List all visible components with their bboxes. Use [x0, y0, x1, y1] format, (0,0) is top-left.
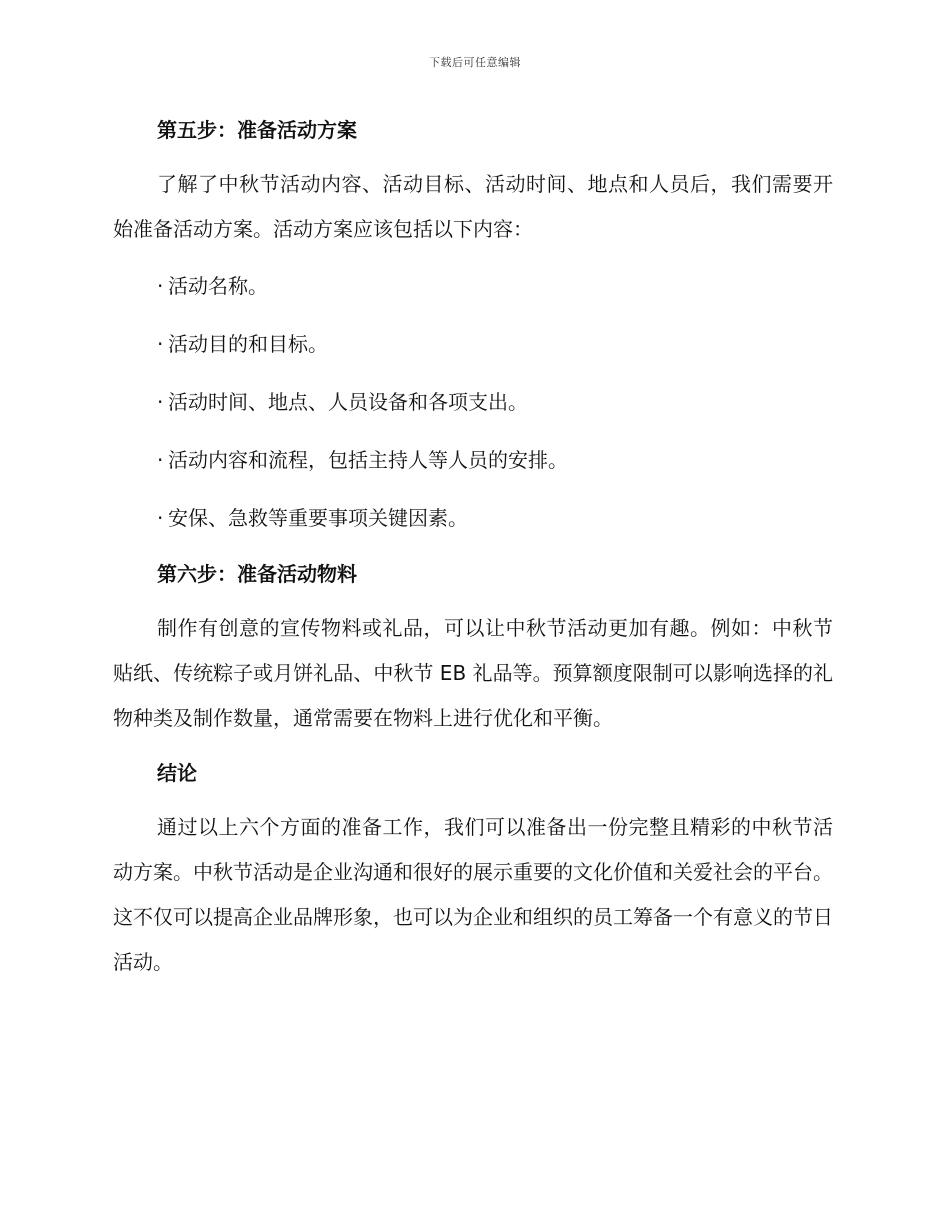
bullet-icon: · — [157, 332, 164, 356]
bullet-icon: · — [157, 390, 164, 414]
list-item — [113, 380, 833, 425]
list-item-text: 活动名称。 — [168, 274, 268, 298]
section-heading-step5: 第五步：准备活动方案 — [157, 118, 357, 142]
list-item — [113, 264, 833, 309]
section-paragraph-step6: 制作有创意的宣传物料或礼品，可以让中秋节活动更加有趣。例如：中秋节贴纸、传统粽子或月饼礼品、中秋节 EB 礼品等。预算额度限制可以影响选择的礼物种类及制作数量，通常需要在物料上进行优化和平衡。 — [113, 616, 833, 730]
list-item — [113, 322, 833, 367]
list-item — [113, 438, 833, 483]
list-item-text: 活动内容和流程，包括主持人等人员的安排。 — [168, 448, 568, 472]
list-item-text: 安保、急救等重要事项关键因素。 — [168, 506, 468, 530]
header-note: 下载后可任意编辑 — [429, 56, 521, 69]
document-content — [113, 110, 833, 997]
list-item — [113, 496, 833, 541]
section-paragraph-conclusion: 通过以上六个方面的准备工作，我们可以准备出一份完整且精彩的中秋节活动方案。中秋节活动是企业沟通和很好的展示重要的文化价值和关爱社会的平台。这不仅可以提高企业品牌形象，也可以为企业和组织的员工筹备一个有意义的节日活动。 — [113, 815, 833, 974]
bullet-icon: · — [157, 274, 164, 298]
section-paragraph-step5: 了解了中秋节活动内容、活动目标、活动时间、地点和人员后，我们需要开始准备活动方案。活动方案应该包括以下内容： — [113, 172, 833, 241]
bullet-icon: · — [157, 506, 164, 530]
list-item-text: 活动时间、地点、人员设备和各项支出。 — [168, 390, 528, 414]
list-item-text: 活动目的和目标。 — [168, 332, 328, 356]
section-heading-conclusion: 结论 — [157, 761, 197, 785]
section-heading-step6: 第六步：准备活动物料 — [157, 562, 357, 586]
bullet-icon: · — [157, 448, 164, 472]
plan-contents-list — [113, 264, 833, 541]
